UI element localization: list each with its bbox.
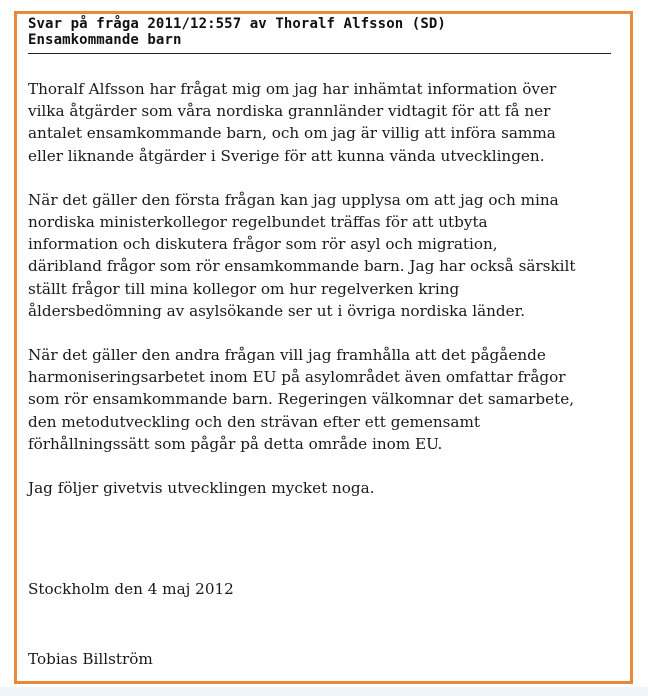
text-line: information och diskutera frågor som rör asyl och migration, — [28, 235, 498, 254]
text-line: förhållningssätt som pågår på detta område inom EU. — [28, 434, 443, 453]
text-line: åldersbedömning av asylsökande ser ut i övriga nordiska länder. — [28, 301, 526, 320]
document-body — [28, 78, 613, 521]
header-divider — [28, 53, 611, 54]
text-line: som rör ensamkommande barn. Regeringen välkomnar det samarbete, — [28, 390, 575, 409]
paragraph-1 — [28, 78, 613, 167]
document-header — [28, 16, 608, 48]
text-line: vilka åtgärder som våra nordiska grannländer vidtagit för att få ner — [28, 102, 551, 121]
bottom-strip — [0, 687, 648, 696]
text-line: den metodutveckling och den strävan efter ett gemensamt — [28, 412, 480, 431]
text-line: När det gäller den första frågan kan jag upplysa om att jag och mina — [28, 190, 559, 209]
header-subtitle: Ensamkommande barn — [28, 32, 182, 48]
text-line: ställt frågor till mina kollegor om hur regelverken kring — [28, 279, 460, 298]
text-line: nordiska ministerkollegor regelbundet träffas för att utbyta — [28, 213, 488, 232]
signature: Tobias Billström — [28, 650, 153, 668]
text-line: Thoralf Alfsson har frågat mig om jag har inhämtat information över — [28, 80, 557, 98]
paragraph-3 — [28, 344, 613, 455]
place-date: Stockholm den 4 maj 2012 — [28, 580, 234, 598]
text-line: harmoniseringsarbetet inom EU på asylområdet även omfattar frågor — [28, 368, 566, 387]
text-line: Jag följer givetvis utvecklingen mycket noga. — [28, 479, 375, 498]
paragraph-2 — [28, 189, 613, 322]
text-line: däribland frågor som rör ensamkommande barn. Jag har också särskilt — [28, 257, 576, 276]
paragraph-4 — [28, 477, 613, 499]
text-line: eller liknande åtgärder i Sverige för att kunna vända utvecklingen. — [28, 146, 545, 165]
text-line: När det gäller den andra frågan vill jag framhålla att det pågående — [28, 346, 546, 365]
header-title: Svar på fråga 2011/12:557 av Thoralf Alfsson (SD) — [28, 16, 446, 32]
text-line: antalet ensamkommande barn, och om jag är villig att införa samma — [28, 124, 556, 143]
